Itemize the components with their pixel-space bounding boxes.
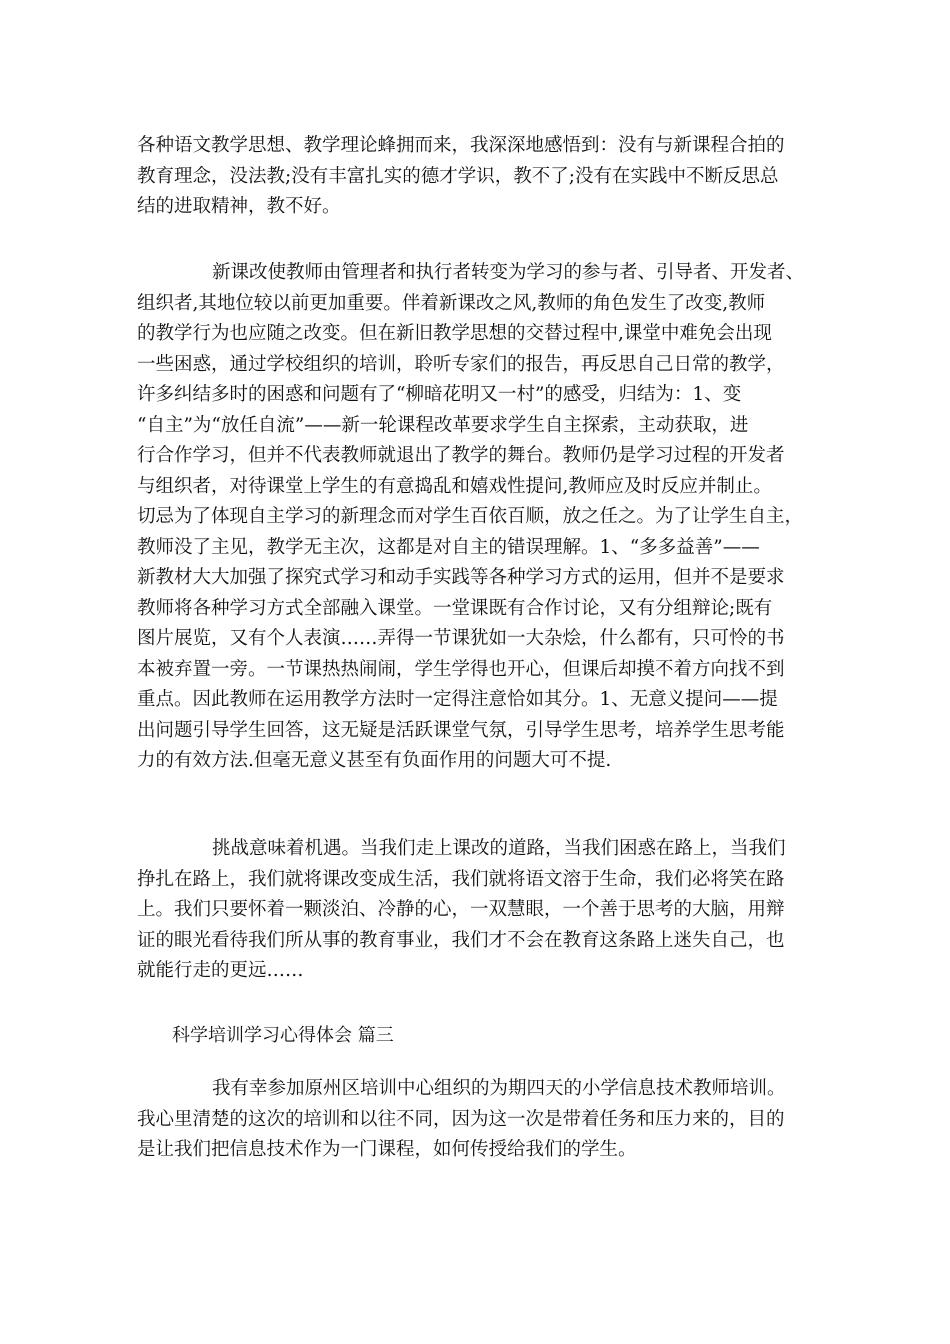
- paragraph-2-line: 许多纠结多时的困惑和问题有了“柳暗花明又一村”的感受，归结为：1、变: [137, 384, 742, 405]
- paragraph-2-line: 新课改使教师由管理者和执行者转变为学习的参与者、引导者、开发者、: [212, 262, 805, 283]
- paragraph-1-line: 教育理念，没法教;没有丰富扎实的德才学识，教不了;没有在实践中不断反思总: [137, 165, 779, 187]
- paragraph-2-line: 与组织者，对待课堂上学生的有意捣乱和嬉戏性提问,教师应及时反应并制止。: [137, 475, 772, 497]
- paragraph-4-line: 是让我们把信息技术作为一门课程，如何传授给我们的学生。: [137, 1139, 637, 1160]
- paragraph-1-line: 各种语文教学思想、教学理论蜂拥而来，我深深地感悟到：没有与新课程合拍的: [137, 135, 785, 156]
- paragraph-2-line: 组织者,其地位较以前更加重要。伴着新课改之风,教师的角色发生了改变,教师: [137, 292, 766, 314]
- paragraph-3: [137, 834, 817, 987]
- paragraph-2-line: 重点。因此教师在运用教学方法时一定得注意恰如其分。1、无意义提问——提: [137, 689, 778, 710]
- section-heading: 科学培训学习心得体会 篇三: [172, 1025, 394, 1046]
- paragraph-2-line: 切忌为了体现自主学习的新理念而对学生百依百顺，放之任之。为了让学生自主，: [137, 506, 804, 527]
- paragraph-1-line: 结的进取精神，教不好。: [137, 196, 341, 217]
- paragraph-3-line: 就能行走的更远……: [137, 960, 304, 981]
- paragraph-2-line: 图片展览，又有个人表演……弄得一节课犹如一大杂烩，什么都有，只可怜的书: [137, 628, 785, 649]
- paragraph-3-line: 上。我们只要怀着一颗淡泊、冷静的心，一双慧眼，一个善于思考的大脑，用辩: [137, 899, 785, 920]
- paragraph-3-line: 挑战意味着机遇。当我们走上课改的道路，当我们困惑在路上，当我们: [212, 838, 786, 859]
- paragraph-2-line: 出问题引导学生回答，这无疑是活跃课堂气氛，引导学生思考，培养学生思考能: [137, 719, 785, 741]
- paragraph-4-line: 我有幸参加原州区培训中心组织的为期四天的小学信息技术教师培训。: [212, 1078, 786, 1099]
- paragraph-2-line: 本被弃置一旁。一节课热热闹闹，学生学得也开心，但课后却摸不着方向找不到: [137, 658, 785, 680]
- paragraph-2-line: 的教学行为也应随之改变。但在新旧教学思想的交替过程中,课堂中难免会出现: [137, 323, 772, 344]
- paragraph-2-line: “自主”为“放任自流”——新一轮课程改革要求学生自主探索，主动获取，进: [137, 414, 749, 436]
- paragraph-4: [137, 1074, 817, 1166]
- paragraph-1: [137, 131, 817, 223]
- paragraph-2-line: 新教材大大加强了探究式学习和动手实践等各种学习方式的运用，但并不是要求: [137, 567, 785, 588]
- paragraph-2-line: 教师将各种学习方式全部融入课堂。一堂课既有合作讨论，又有分组辩论;既有: [137, 597, 773, 619]
- paragraph-2-line: 力的有效方法.但毫无意义甚至有负面作用的问题大可不提.: [137, 750, 612, 771]
- paragraph-2: [137, 258, 817, 777]
- paragraph-2-line: 行合作学习，但并不代表教师就退出了教学的舞台。教师仍是学习过程的开发者: [137, 445, 785, 466]
- paragraph-3-line: 证的眼光看待我们所从事的教育事业，我们才不会在教育这条路上迷失自己，也: [137, 929, 785, 951]
- paragraph-3-line: 挣扎在路上，我们就将课改变成生活，我们就将语文溶于生命，我们必将笑在路: [137, 868, 785, 890]
- paragraph-4-line: 我心里清楚的这次的培训和以往不同，因为这一次是带着任务和压力来的，目的: [137, 1108, 785, 1130]
- paragraph-2-line: 一些困惑，通过学校组织的培训，聆听专家们的报告，再反思自己日常的教学，: [137, 353, 785, 375]
- paragraph-2-line: 教师没了主见，教学无主次，这都是对自主的错误理解。1、“多多益善”——: [137, 536, 760, 558]
